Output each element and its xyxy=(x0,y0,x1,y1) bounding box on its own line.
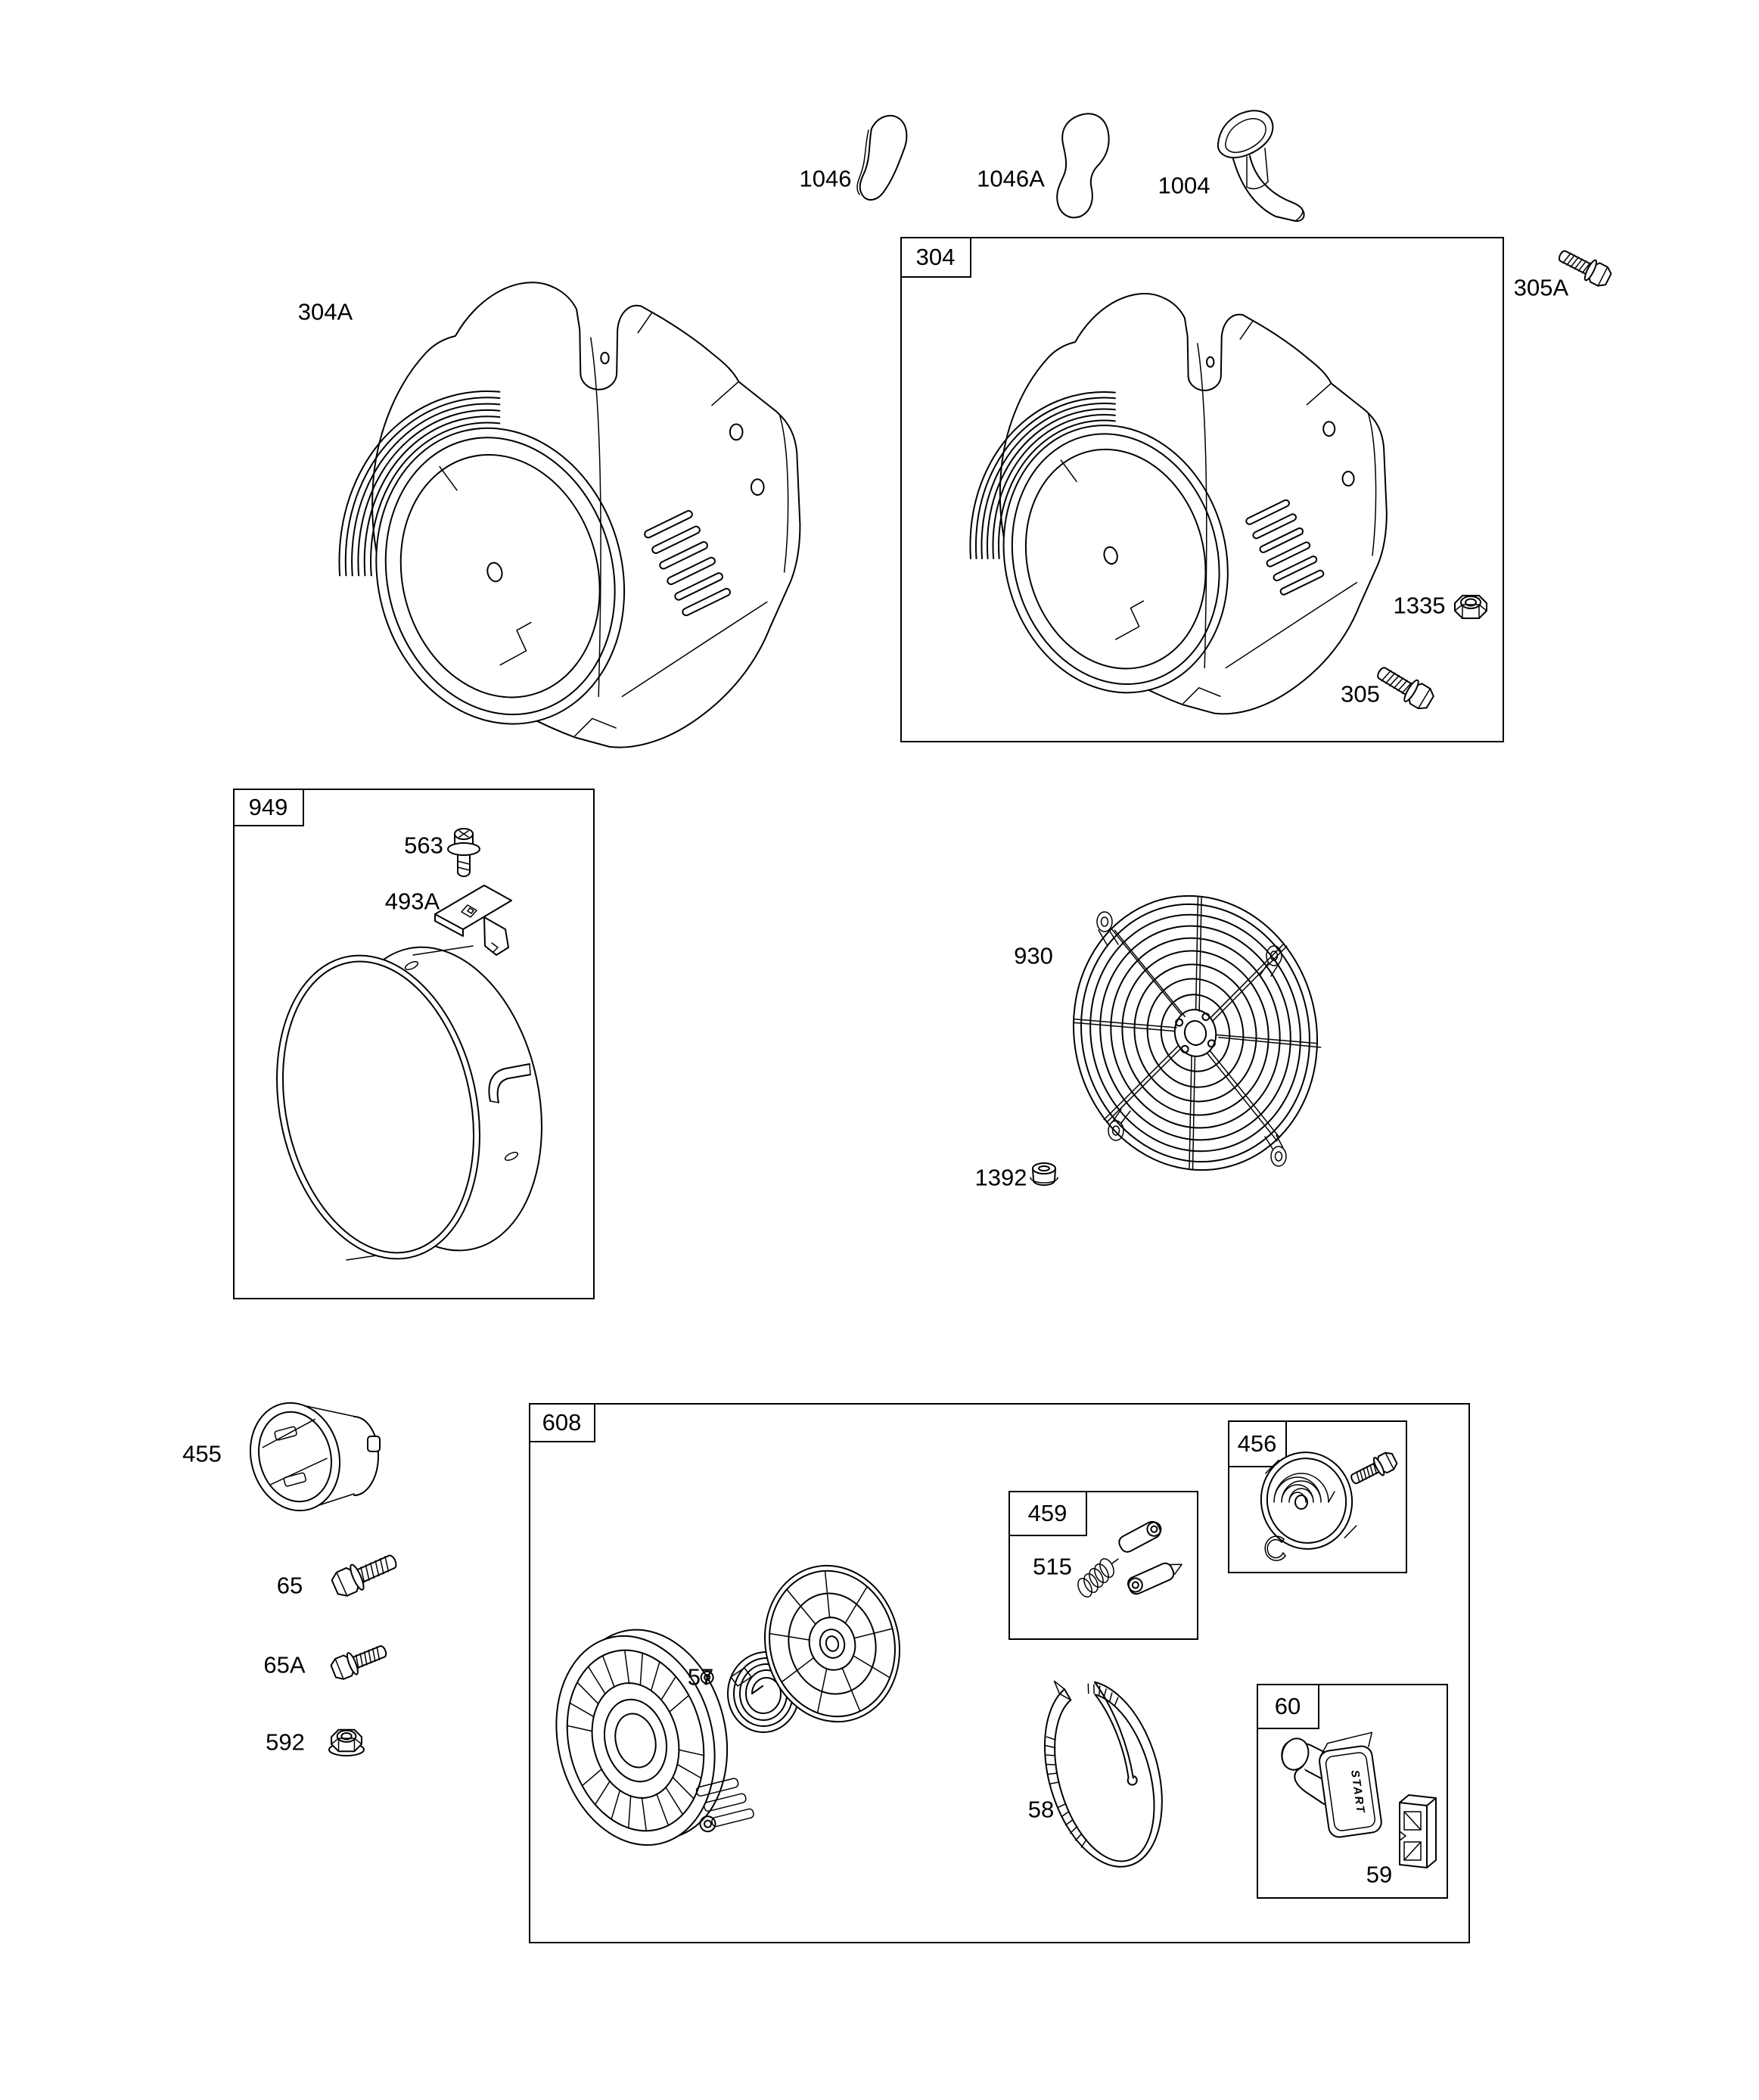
part-label-930: 930 xyxy=(1014,942,1053,969)
pulley-drawing xyxy=(748,1551,915,1736)
starter-housing-drawing xyxy=(534,1611,755,1862)
part-1004-drawing xyxy=(1218,110,1304,221)
part-label-1046a: 1046A xyxy=(977,165,1045,192)
screw-563-drawing xyxy=(448,829,480,876)
screw-456-icon xyxy=(1347,1450,1399,1489)
bolt-65a-icon xyxy=(329,1640,390,1682)
nut-592-drawing xyxy=(329,1730,364,1756)
part-label-1046: 1046 xyxy=(799,165,852,192)
pawl-spring-515-drawing xyxy=(1075,1557,1118,1599)
start-handle-embossed-text: START xyxy=(1348,1769,1368,1815)
part-label-65a: 65A xyxy=(263,1651,306,1678)
group-box-60-label: 60 xyxy=(1257,1684,1319,1729)
pawl-drawing-upper xyxy=(1117,1519,1164,1554)
part-1046a-drawing xyxy=(1057,114,1108,217)
nut-1335-icon xyxy=(1455,596,1487,618)
part-label-493a: 493A xyxy=(384,888,440,915)
group-box-949-label: 949 xyxy=(233,789,304,826)
part-label-592: 592 xyxy=(266,1728,305,1756)
cover-949-drawing xyxy=(250,928,569,1277)
group-box-456-label: 456 xyxy=(1228,1420,1287,1467)
fitting-1392-drawing xyxy=(1030,1163,1058,1185)
bracket-493a-drawing xyxy=(435,885,511,955)
pawl-drawing-lower xyxy=(1126,1557,1186,1596)
part-label-455: 455 xyxy=(182,1440,222,1467)
housing-304-drawing xyxy=(934,294,1387,759)
cup-455-drawing xyxy=(238,1392,380,1520)
start-handle-drawing xyxy=(1278,1732,1385,1838)
rope-58-drawing xyxy=(1023,1660,1183,1881)
group-box-608-label: 608 xyxy=(529,1403,595,1442)
part-label-59: 59 xyxy=(1366,1861,1393,1888)
housing-304a-drawing xyxy=(298,282,800,797)
part-label-515: 515 xyxy=(1033,1553,1072,1580)
part-label-305a: 305A xyxy=(1513,274,1569,301)
group-box-459-label: 459 xyxy=(1008,1491,1087,1536)
rope-guide-59-drawing xyxy=(1400,1795,1436,1868)
part-label-563: 563 xyxy=(404,832,443,859)
part-label-1392: 1392 xyxy=(974,1164,1027,1191)
bolt-305-icon xyxy=(1373,661,1437,712)
part-label-305: 305 xyxy=(1341,680,1380,708)
part-label-304a: 304A xyxy=(297,298,353,325)
part-label-1004: 1004 xyxy=(1158,172,1210,199)
part-label-1335: 1335 xyxy=(1393,592,1446,619)
part-label-65: 65 xyxy=(276,1572,303,1599)
part-label-58: 58 xyxy=(1027,1796,1055,1823)
bolt-65-icon xyxy=(329,1548,400,1599)
part-1046-drawing xyxy=(857,116,906,200)
part-label-57: 57 xyxy=(687,1663,714,1691)
group-box-304-label: 304 xyxy=(900,237,971,278)
fan-guard-930-drawing xyxy=(1049,873,1343,1193)
